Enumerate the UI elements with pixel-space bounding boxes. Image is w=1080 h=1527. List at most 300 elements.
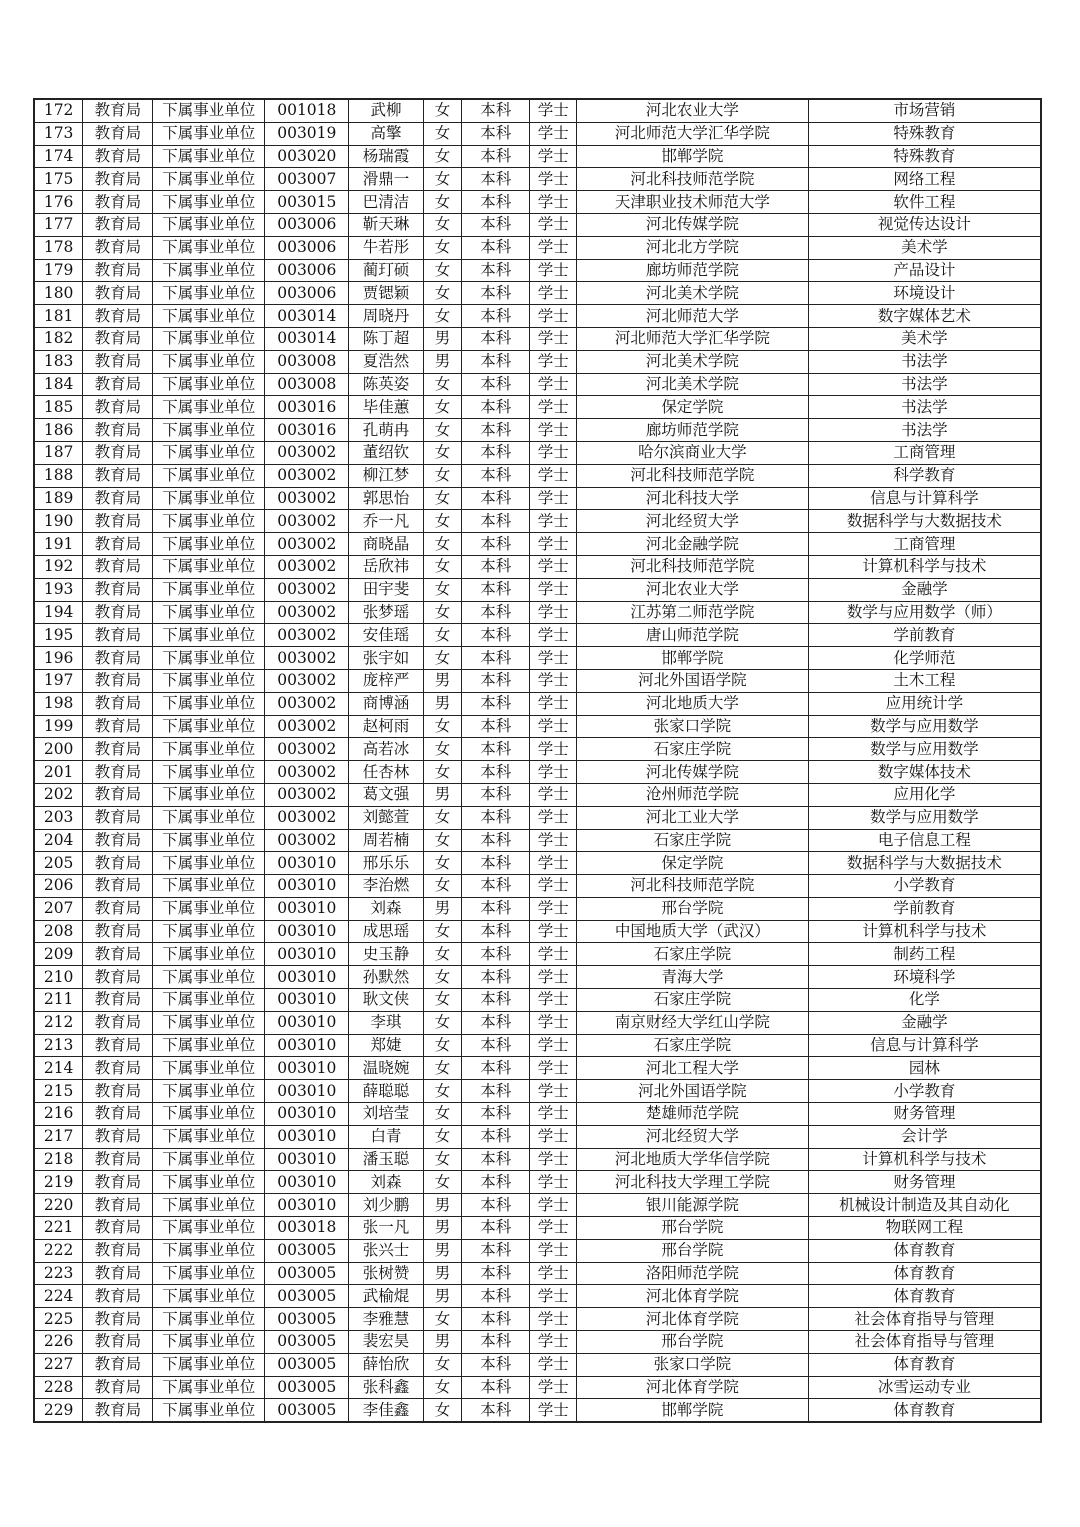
row-number-cell: 192 bbox=[34, 555, 83, 578]
degree-cell: 学士 bbox=[530, 441, 577, 464]
unit-type-cell: 下属事业单位 bbox=[153, 578, 265, 601]
education-cell: 本科 bbox=[462, 282, 530, 305]
table-body bbox=[34, 99, 1041, 1422]
school-cell: 河北体育学院 bbox=[577, 1308, 809, 1331]
department-cell: 教育局 bbox=[83, 464, 153, 487]
degree-cell: 学士 bbox=[530, 601, 577, 624]
degree-cell: 学士 bbox=[530, 989, 577, 1012]
position-code-cell: 003006 bbox=[265, 259, 349, 282]
table-row bbox=[34, 191, 1041, 214]
row-number-cell: 225 bbox=[34, 1308, 83, 1331]
degree-cell: 学士 bbox=[530, 305, 577, 328]
row-number-cell: 220 bbox=[34, 1194, 83, 1217]
name-cell: 庞梓严 bbox=[349, 669, 423, 692]
school-cell: 河北体育学院 bbox=[577, 1376, 809, 1399]
name-cell: 陈丁超 bbox=[349, 327, 423, 350]
position-code-cell: 003005 bbox=[265, 1399, 349, 1422]
gender-cell: 女 bbox=[423, 1057, 462, 1080]
name-cell: 贾锶颖 bbox=[349, 282, 423, 305]
education-cell: 本科 bbox=[462, 99, 530, 122]
degree-cell: 学士 bbox=[530, 1194, 577, 1217]
row-number-cell: 187 bbox=[34, 441, 83, 464]
position-code-cell: 003019 bbox=[265, 122, 349, 145]
school-cell: 哈尔滨商业大学 bbox=[577, 441, 809, 464]
major-cell: 应用化学 bbox=[808, 783, 1041, 806]
education-cell: 本科 bbox=[462, 1239, 530, 1262]
table-row bbox=[34, 1194, 1041, 1217]
name-cell: 商晓晶 bbox=[349, 533, 423, 556]
department-cell: 教育局 bbox=[83, 738, 153, 761]
name-cell: 李雅慧 bbox=[349, 1308, 423, 1331]
gender-cell: 女 bbox=[423, 920, 462, 943]
name-cell: 周若楠 bbox=[349, 829, 423, 852]
gender-cell: 男 bbox=[423, 327, 462, 350]
position-code-cell: 003002 bbox=[265, 487, 349, 510]
table-row bbox=[34, 966, 1041, 989]
table-row bbox=[34, 396, 1041, 419]
degree-cell: 学士 bbox=[530, 99, 577, 122]
school-cell: 青海大学 bbox=[577, 966, 809, 989]
name-cell: 刘培莹 bbox=[349, 1103, 423, 1126]
table-row bbox=[34, 1308, 1041, 1331]
degree-cell: 学士 bbox=[530, 1080, 577, 1103]
position-code-cell: 003002 bbox=[265, 761, 349, 784]
department-cell: 教育局 bbox=[83, 373, 153, 396]
position-code-cell: 003016 bbox=[265, 419, 349, 442]
unit-type-cell: 下属事业单位 bbox=[153, 1034, 265, 1057]
education-cell: 本科 bbox=[462, 806, 530, 829]
unit-type-cell: 下属事业单位 bbox=[153, 669, 265, 692]
major-cell: 工商管理 bbox=[808, 533, 1041, 556]
education-cell: 本科 bbox=[462, 966, 530, 989]
table-row bbox=[34, 852, 1041, 875]
major-cell: 书法学 bbox=[808, 419, 1041, 442]
position-code-cell: 003010 bbox=[265, 875, 349, 898]
unit-type-cell: 下属事业单位 bbox=[153, 624, 265, 647]
gender-cell: 女 bbox=[423, 1148, 462, 1171]
degree-cell: 学士 bbox=[530, 1057, 577, 1080]
education-cell: 本科 bbox=[462, 1399, 530, 1422]
school-cell: 河北北方学院 bbox=[577, 236, 809, 259]
name-cell: 孔萌冉 bbox=[349, 419, 423, 442]
education-cell: 本科 bbox=[462, 1194, 530, 1217]
degree-cell: 学士 bbox=[530, 1125, 577, 1148]
gender-cell: 女 bbox=[423, 1125, 462, 1148]
department-cell: 教育局 bbox=[83, 1034, 153, 1057]
row-number-cell: 204 bbox=[34, 829, 83, 852]
unit-type-cell: 下属事业单位 bbox=[153, 305, 265, 328]
education-cell: 本科 bbox=[462, 236, 530, 259]
position-code-cell: 003010 bbox=[265, 966, 349, 989]
name-cell: 郑婕 bbox=[349, 1034, 423, 1057]
position-code-cell: 003010 bbox=[265, 989, 349, 1012]
unit-type-cell: 下属事业单位 bbox=[153, 1399, 265, 1422]
education-cell: 本科 bbox=[462, 1376, 530, 1399]
unit-type-cell: 下属事业单位 bbox=[153, 419, 265, 442]
education-cell: 本科 bbox=[462, 1262, 530, 1285]
position-code-cell: 003005 bbox=[265, 1239, 349, 1262]
gender-cell: 女 bbox=[423, 852, 462, 875]
department-cell: 教育局 bbox=[83, 419, 153, 442]
school-cell: 河北传媒学院 bbox=[577, 761, 809, 784]
name-cell: 乔一凡 bbox=[349, 510, 423, 533]
gender-cell: 女 bbox=[423, 1171, 462, 1194]
name-cell: 张科鑫 bbox=[349, 1376, 423, 1399]
unit-type-cell: 下属事业单位 bbox=[153, 464, 265, 487]
gender-cell: 女 bbox=[423, 191, 462, 214]
unit-type-cell: 下属事业单位 bbox=[153, 989, 265, 1012]
table-row bbox=[34, 533, 1041, 556]
education-cell: 本科 bbox=[462, 350, 530, 373]
education-cell: 本科 bbox=[462, 989, 530, 1012]
name-cell: 李治燃 bbox=[349, 875, 423, 898]
row-number-cell: 219 bbox=[34, 1171, 83, 1194]
position-code-cell: 003016 bbox=[265, 396, 349, 419]
gender-cell: 女 bbox=[423, 1034, 462, 1057]
major-cell: 冰雪运动专业 bbox=[808, 1376, 1041, 1399]
name-cell: 薛聪聪 bbox=[349, 1080, 423, 1103]
unit-type-cell: 下属事业单位 bbox=[153, 647, 265, 670]
table-row bbox=[34, 122, 1041, 145]
major-cell: 土木工程 bbox=[808, 669, 1041, 692]
school-cell: 河北师范大学汇华学院 bbox=[577, 122, 809, 145]
major-cell: 园林 bbox=[808, 1057, 1041, 1080]
unit-type-cell: 下属事业单位 bbox=[153, 852, 265, 875]
row-number-cell: 209 bbox=[34, 943, 83, 966]
table-row bbox=[34, 1034, 1041, 1057]
unit-type-cell: 下属事业单位 bbox=[153, 1285, 265, 1308]
gender-cell: 女 bbox=[423, 966, 462, 989]
major-cell: 书法学 bbox=[808, 396, 1041, 419]
degree-cell: 学士 bbox=[530, 715, 577, 738]
row-number-cell: 181 bbox=[34, 305, 83, 328]
department-cell: 教育局 bbox=[83, 943, 153, 966]
position-code-cell: 003002 bbox=[265, 441, 349, 464]
major-cell: 体育教育 bbox=[808, 1353, 1041, 1376]
name-cell: 张兴士 bbox=[349, 1239, 423, 1262]
education-cell: 本科 bbox=[462, 1011, 530, 1034]
row-number-cell: 194 bbox=[34, 601, 83, 624]
school-cell: 保定学院 bbox=[577, 396, 809, 419]
major-cell: 体育教育 bbox=[808, 1285, 1041, 1308]
education-cell: 本科 bbox=[462, 920, 530, 943]
unit-type-cell: 下属事业单位 bbox=[153, 441, 265, 464]
department-cell: 教育局 bbox=[83, 601, 153, 624]
school-cell: 石家庄学院 bbox=[577, 989, 809, 1012]
major-cell: 应用统计学 bbox=[808, 692, 1041, 715]
row-number-cell: 222 bbox=[34, 1239, 83, 1262]
department-cell: 教育局 bbox=[83, 1080, 153, 1103]
row-number-cell: 172 bbox=[34, 99, 83, 122]
major-cell: 特殊教育 bbox=[808, 122, 1041, 145]
unit-type-cell: 下属事业单位 bbox=[153, 168, 265, 191]
unit-type-cell: 下属事业单位 bbox=[153, 122, 265, 145]
major-cell: 化学师范 bbox=[808, 647, 1041, 670]
degree-cell: 学士 bbox=[530, 761, 577, 784]
degree-cell: 学士 bbox=[530, 1011, 577, 1034]
major-cell: 计算机科学与技术 bbox=[808, 1148, 1041, 1171]
degree-cell: 学士 bbox=[530, 1239, 577, 1262]
major-cell: 数学与应用数学 bbox=[808, 738, 1041, 761]
education-cell: 本科 bbox=[462, 373, 530, 396]
unit-type-cell: 下属事业单位 bbox=[153, 920, 265, 943]
name-cell: 安佳瑶 bbox=[349, 624, 423, 647]
major-cell: 社会体育指导与管理 bbox=[808, 1308, 1041, 1331]
table-row bbox=[34, 806, 1041, 829]
name-cell: 刘少鹏 bbox=[349, 1194, 423, 1217]
table-row bbox=[34, 1011, 1041, 1034]
table-row bbox=[34, 738, 1041, 761]
table-row bbox=[34, 1171, 1041, 1194]
degree-cell: 学士 bbox=[530, 806, 577, 829]
school-cell: 廊坊师范学院 bbox=[577, 259, 809, 282]
education-cell: 本科 bbox=[462, 487, 530, 510]
education-cell: 本科 bbox=[462, 1217, 530, 1240]
table-row bbox=[34, 282, 1041, 305]
education-cell: 本科 bbox=[462, 601, 530, 624]
department-cell: 教育局 bbox=[83, 852, 153, 875]
gender-cell: 女 bbox=[423, 624, 462, 647]
education-cell: 本科 bbox=[462, 875, 530, 898]
education-cell: 本科 bbox=[462, 669, 530, 692]
gender-cell: 女 bbox=[423, 1353, 462, 1376]
major-cell: 电子信息工程 bbox=[808, 829, 1041, 852]
name-cell: 裴宏昊 bbox=[349, 1331, 423, 1354]
position-code-cell: 003008 bbox=[265, 373, 349, 396]
unit-type-cell: 下属事业单位 bbox=[153, 1080, 265, 1103]
unit-type-cell: 下属事业单位 bbox=[153, 1011, 265, 1034]
degree-cell: 学士 bbox=[530, 783, 577, 806]
table-row bbox=[34, 897, 1041, 920]
unit-type-cell: 下属事业单位 bbox=[153, 1194, 265, 1217]
degree-cell: 学士 bbox=[530, 920, 577, 943]
major-cell: 学前教育 bbox=[808, 624, 1041, 647]
education-cell: 本科 bbox=[462, 305, 530, 328]
major-cell: 数学与应用数学（师） bbox=[808, 601, 1041, 624]
education-cell: 本科 bbox=[462, 897, 530, 920]
degree-cell: 学士 bbox=[530, 1148, 577, 1171]
department-cell: 教育局 bbox=[83, 168, 153, 191]
degree-cell: 学士 bbox=[530, 122, 577, 145]
row-number-cell: 188 bbox=[34, 464, 83, 487]
department-cell: 教育局 bbox=[83, 1262, 153, 1285]
row-number-cell: 197 bbox=[34, 669, 83, 692]
table-row bbox=[34, 1331, 1041, 1354]
department-cell: 教育局 bbox=[83, 1103, 153, 1126]
degree-cell: 学士 bbox=[530, 191, 577, 214]
major-cell: 软件工程 bbox=[808, 191, 1041, 214]
department-cell: 教育局 bbox=[83, 1239, 153, 1262]
unit-type-cell: 下属事业单位 bbox=[153, 601, 265, 624]
gender-cell: 女 bbox=[423, 533, 462, 556]
gender-cell: 女 bbox=[423, 464, 462, 487]
position-code-cell: 003002 bbox=[265, 829, 349, 852]
school-cell: 河北美术学院 bbox=[577, 282, 809, 305]
major-cell: 书法学 bbox=[808, 373, 1041, 396]
gender-cell: 男 bbox=[423, 1217, 462, 1240]
table-row bbox=[34, 1057, 1041, 1080]
table-row bbox=[34, 1262, 1041, 1285]
position-code-cell: 003002 bbox=[265, 715, 349, 738]
row-number-cell: 190 bbox=[34, 510, 83, 533]
gender-cell: 女 bbox=[423, 305, 462, 328]
school-cell: 河北科技师范学院 bbox=[577, 555, 809, 578]
table-row bbox=[34, 875, 1041, 898]
unit-type-cell: 下属事业单位 bbox=[153, 1217, 265, 1240]
gender-cell: 女 bbox=[423, 601, 462, 624]
department-cell: 教育局 bbox=[83, 99, 153, 122]
row-number-cell: 201 bbox=[34, 761, 83, 784]
name-cell: 郭思怡 bbox=[349, 487, 423, 510]
table-row bbox=[34, 555, 1041, 578]
school-cell: 河北美术学院 bbox=[577, 350, 809, 373]
position-code-cell: 003002 bbox=[265, 601, 349, 624]
position-code-cell: 003006 bbox=[265, 213, 349, 236]
education-cell: 本科 bbox=[462, 441, 530, 464]
school-cell: 河北外国语学院 bbox=[577, 669, 809, 692]
name-cell: 周晓丹 bbox=[349, 305, 423, 328]
gender-cell: 女 bbox=[423, 441, 462, 464]
position-code-cell: 003002 bbox=[265, 555, 349, 578]
department-cell: 教育局 bbox=[83, 236, 153, 259]
gender-cell: 男 bbox=[423, 669, 462, 692]
unit-type-cell: 下属事业单位 bbox=[153, 327, 265, 350]
position-code-cell: 003010 bbox=[265, 1011, 349, 1034]
department-cell: 教育局 bbox=[83, 715, 153, 738]
school-cell: 河北农业大学 bbox=[577, 578, 809, 601]
table-row bbox=[34, 1239, 1041, 1262]
unit-type-cell: 下属事业单位 bbox=[153, 1148, 265, 1171]
school-cell: 河北师范大学汇华学院 bbox=[577, 327, 809, 350]
gender-cell: 男 bbox=[423, 350, 462, 373]
table-row bbox=[34, 783, 1041, 806]
name-cell: 李佳鑫 bbox=[349, 1399, 423, 1422]
department-cell: 教育局 bbox=[83, 1148, 153, 1171]
degree-cell: 学士 bbox=[530, 373, 577, 396]
department-cell: 教育局 bbox=[83, 441, 153, 464]
school-cell: 河北传媒学院 bbox=[577, 213, 809, 236]
name-cell: 靳天琳 bbox=[349, 213, 423, 236]
major-cell: 环境科学 bbox=[808, 966, 1041, 989]
department-cell: 教育局 bbox=[83, 1399, 153, 1422]
gender-cell: 女 bbox=[423, 1376, 462, 1399]
name-cell: 刘懿萱 bbox=[349, 806, 423, 829]
department-cell: 教育局 bbox=[83, 533, 153, 556]
table-row bbox=[34, 692, 1041, 715]
name-cell: 孙默然 bbox=[349, 966, 423, 989]
gender-cell: 女 bbox=[423, 236, 462, 259]
education-cell: 本科 bbox=[462, 1285, 530, 1308]
department-cell: 教育局 bbox=[83, 578, 153, 601]
degree-cell: 学士 bbox=[530, 282, 577, 305]
department-cell: 教育局 bbox=[83, 920, 153, 943]
degree-cell: 学士 bbox=[530, 510, 577, 533]
degree-cell: 学士 bbox=[530, 1034, 577, 1057]
unit-type-cell: 下属事业单位 bbox=[153, 213, 265, 236]
major-cell: 书法学 bbox=[808, 350, 1041, 373]
education-cell: 本科 bbox=[462, 783, 530, 806]
degree-cell: 学士 bbox=[530, 419, 577, 442]
unit-type-cell: 下属事业单位 bbox=[153, 1171, 265, 1194]
school-cell: 邯郸学院 bbox=[577, 1399, 809, 1422]
degree-cell: 学士 bbox=[530, 943, 577, 966]
major-cell: 信息与计算科学 bbox=[808, 1034, 1041, 1057]
table-row bbox=[34, 350, 1041, 373]
hire-list-table bbox=[33, 98, 1042, 1423]
degree-cell: 学士 bbox=[530, 145, 577, 168]
school-cell: 张家口学院 bbox=[577, 715, 809, 738]
degree-cell: 学士 bbox=[530, 487, 577, 510]
row-number-cell: 173 bbox=[34, 122, 83, 145]
position-code-cell: 003002 bbox=[265, 578, 349, 601]
unit-type-cell: 下属事业单位 bbox=[153, 396, 265, 419]
major-cell: 市场营销 bbox=[808, 99, 1041, 122]
row-number-cell: 176 bbox=[34, 191, 83, 214]
education-cell: 本科 bbox=[462, 692, 530, 715]
position-code-cell: 003002 bbox=[265, 692, 349, 715]
unit-type-cell: 下属事业单位 bbox=[153, 487, 265, 510]
gender-cell: 女 bbox=[423, 145, 462, 168]
department-cell: 教育局 bbox=[83, 989, 153, 1012]
table-row bbox=[34, 1217, 1041, 1240]
table-row bbox=[34, 145, 1041, 168]
position-code-cell: 003010 bbox=[265, 1125, 349, 1148]
education-cell: 本科 bbox=[462, 578, 530, 601]
school-cell: 邢台学院 bbox=[577, 1239, 809, 1262]
gender-cell: 男 bbox=[423, 783, 462, 806]
gender-cell: 男 bbox=[423, 1239, 462, 1262]
row-number-cell: 198 bbox=[34, 692, 83, 715]
name-cell: 邢乐乐 bbox=[349, 852, 423, 875]
major-cell: 小学教育 bbox=[808, 1080, 1041, 1103]
unit-type-cell: 下属事业单位 bbox=[153, 692, 265, 715]
degree-cell: 学士 bbox=[530, 669, 577, 692]
table-row bbox=[34, 578, 1041, 601]
gender-cell: 女 bbox=[423, 647, 462, 670]
education-cell: 本科 bbox=[462, 1057, 530, 1080]
school-cell: 邢台学院 bbox=[577, 897, 809, 920]
position-code-cell: 003005 bbox=[265, 1308, 349, 1331]
department-cell: 教育局 bbox=[83, 510, 153, 533]
department-cell: 教育局 bbox=[83, 897, 153, 920]
position-code-cell: 003010 bbox=[265, 1171, 349, 1194]
name-cell: 张树赞 bbox=[349, 1262, 423, 1285]
education-cell: 本科 bbox=[462, 738, 530, 761]
degree-cell: 学士 bbox=[530, 1331, 577, 1354]
gender-cell: 女 bbox=[423, 555, 462, 578]
major-cell: 体育教育 bbox=[808, 1262, 1041, 1285]
table-row bbox=[34, 213, 1041, 236]
education-cell: 本科 bbox=[462, 259, 530, 282]
department-cell: 教育局 bbox=[83, 1125, 153, 1148]
degree-cell: 学士 bbox=[530, 897, 577, 920]
degree-cell: 学士 bbox=[530, 168, 577, 191]
education-cell: 本科 bbox=[462, 327, 530, 350]
education-cell: 本科 bbox=[462, 1353, 530, 1376]
school-cell: 沧州师范学院 bbox=[577, 783, 809, 806]
row-number-cell: 227 bbox=[34, 1353, 83, 1376]
table-row bbox=[34, 441, 1041, 464]
unit-type-cell: 下属事业单位 bbox=[153, 829, 265, 852]
name-cell: 巴清洁 bbox=[349, 191, 423, 214]
department-cell: 教育局 bbox=[83, 327, 153, 350]
name-cell: 耿文侠 bbox=[349, 989, 423, 1012]
unit-type-cell: 下属事业单位 bbox=[153, 1125, 265, 1148]
row-number-cell: 208 bbox=[34, 920, 83, 943]
table-row bbox=[34, 601, 1041, 624]
school-cell: 廊坊师范学院 bbox=[577, 419, 809, 442]
position-code-cell: 003005 bbox=[265, 1285, 349, 1308]
